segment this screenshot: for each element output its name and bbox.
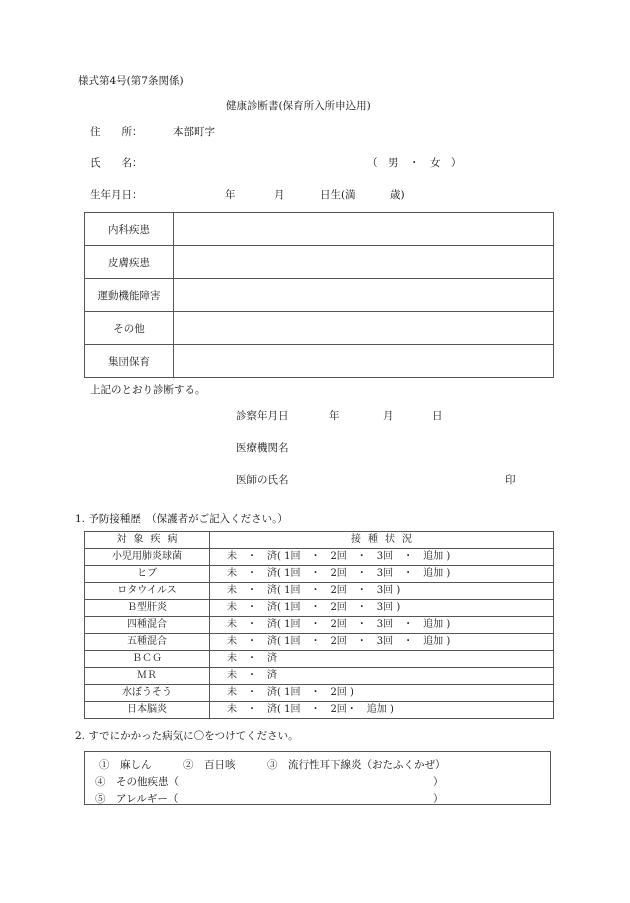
other-illness-field-label[interactable]: ④ その他疾患（ (95, 776, 179, 788)
table-row (85, 600, 554, 617)
section2-title: 2. すでにかかった病気に〇をつけてください。 (75, 730, 299, 742)
past-illness-box (84, 751, 551, 805)
table-row (85, 668, 554, 685)
address-value[interactable]: 本部町字 (173, 126, 215, 138)
exam-day-unit[interactable]: 日 (432, 410, 443, 422)
vaccine-status-options[interactable]: 未 ・ 済( 1回 ・ 2回 ・ 3回 ・ 追加 ) (210, 634, 554, 651)
diagnosis-row-value[interactable] (174, 312, 554, 345)
table-row (85, 549, 554, 566)
name-label: 氏 名： (90, 157, 143, 169)
diagnosis-row-label: 集団保育 (85, 345, 174, 378)
table-row (85, 583, 554, 600)
table-row (85, 312, 554, 345)
table-row (85, 279, 554, 312)
document-title: 健康診断書(保育所入所申込用) (226, 100, 371, 112)
table-row (85, 651, 554, 668)
vaccine-name: 小児用肺炎球菌 (85, 549, 210, 566)
diagnosis-table (84, 212, 554, 378)
table-row (85, 345, 554, 378)
institution-name-label[interactable]: 医療機関名 (236, 442, 289, 454)
exam-date-label: 診察年月日 (236, 410, 289, 422)
table-row (85, 617, 554, 634)
vaccination-table (84, 531, 554, 719)
seal-mark: 印 (505, 474, 516, 486)
vaccine-name: 四種混合 (85, 617, 210, 634)
diagnosis-row-value[interactable] (174, 213, 554, 246)
table-row (85, 702, 554, 719)
vaccine-name: 日本脳炎 (85, 702, 210, 719)
address-label: 住 所： (90, 126, 143, 138)
dob-month-unit[interactable]: 月 (274, 189, 285, 201)
table-header-row (85, 532, 554, 549)
diagnosis-row-label: その他 (85, 312, 174, 345)
vaccine-name: ＢＣＧ (85, 651, 210, 668)
diagnosis-row-label: 運動機能障害 (85, 279, 174, 312)
allergy-close-paren: ） (433, 793, 444, 805)
vaccine-name: ヒブ (85, 566, 210, 583)
doctor-name-label[interactable]: 医師の氏名 (236, 474, 289, 486)
vaccine-status-options[interactable]: 未 ・ 済( 1回 ・ 2回 ・ 3回 ・ 追加 ) (210, 566, 554, 583)
column-header-disease: 対象疾病 (85, 532, 210, 549)
vaccine-name: ＭＲ (85, 668, 210, 685)
vaccine-name: 水ぼうそう (85, 685, 210, 702)
table-row (85, 246, 554, 279)
diagnosis-row-label: 皮膚疾患 (85, 246, 174, 279)
exam-month-unit[interactable]: 月 (383, 410, 394, 422)
vaccine-status-options[interactable]: 未 ・ 済 (210, 651, 554, 668)
vaccine-status-options[interactable]: 未 ・ 済 (210, 668, 554, 685)
table-row (85, 685, 554, 702)
table-row (85, 566, 554, 583)
vaccine-name: ロタウイルス (85, 583, 210, 600)
vaccine-status-options[interactable]: 未 ・ 済( 1回 ・ 2回 ・ 3回 ) (210, 583, 554, 600)
exam-year-unit[interactable]: 年 (329, 410, 340, 422)
table-row (85, 213, 554, 246)
vaccine-name: Ｂ型肝炎 (85, 600, 210, 617)
vaccine-status-options[interactable]: 未 ・ 済( 1回 ・ 2回 ・ 3回 ) (210, 600, 554, 617)
vaccine-status-options[interactable]: 未 ・ 済( 1回 ・ 2回・ 追加 ) (210, 702, 554, 719)
vaccine-status-options[interactable]: 未 ・ 済( 1回 ・ 2回 ・ 3回 ・ 追加 ) (210, 617, 554, 634)
diagnosis-row-value[interactable] (174, 345, 554, 378)
vaccination-table-body (85, 532, 554, 719)
dob-year-unit[interactable]: 年 (225, 189, 236, 201)
illness-options-line[interactable]: ① 麻しん ② 百日咳 ③ 流行性耳下線炎（おたふくかぜ） (99, 759, 446, 771)
vaccine-status-options[interactable]: 未 ・ 済( 1回 ・ 2回 ) (210, 685, 554, 702)
dob-label: 生年月日： (90, 189, 143, 201)
column-header-status: 接種状況 (210, 532, 554, 549)
dob-day-unit[interactable]: 日生(満 (320, 189, 356, 201)
table-row (85, 634, 554, 651)
dob-age-unit[interactable]: 歳) (390, 189, 405, 201)
diagnosis-row-value[interactable] (174, 279, 554, 312)
other-illness-close-paren: ） (433, 776, 444, 788)
diagnosis-row-label: 内科疾患 (85, 213, 174, 246)
sex-options[interactable]: （ 男 ・ 女 ） (367, 157, 462, 169)
diagnosis-row-value[interactable] (174, 246, 554, 279)
vaccine-name: 五種混合 (85, 634, 210, 651)
allergy-field-label[interactable]: ⑤ アレルギー（ (95, 793, 179, 805)
section1-title: 1. 予防接種歴 （保護者がご記入ください。） (75, 513, 288, 525)
form-number: 様式第4号(第7条関係) (78, 75, 184, 87)
diagnosis-table-body (85, 213, 554, 378)
vaccine-status-options[interactable]: 未 ・ 済( 1回 ・ 2回 ・ 3回 ・ 追加 ) (210, 549, 554, 566)
diagnosis-statement: 上記のとおり診断する。 (90, 384, 206, 396)
